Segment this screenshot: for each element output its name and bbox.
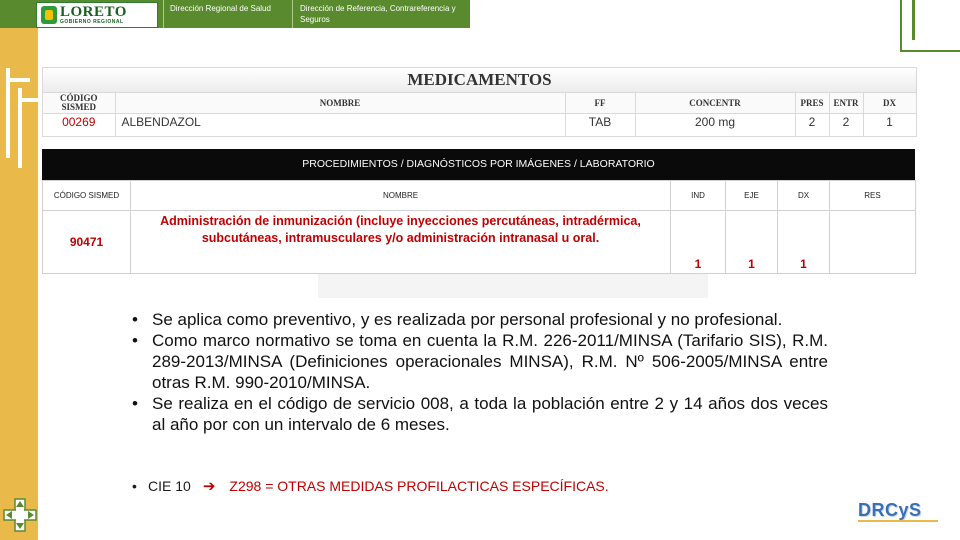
procedures-table (42, 149, 915, 274)
procedure-eje: 1 (726, 211, 778, 274)
column-header: RES (830, 181, 916, 211)
column-header: DX (863, 93, 916, 114)
cie-code-line (132, 477, 609, 495)
table-row (43, 211, 916, 274)
regional-emblem-icon (41, 6, 57, 24)
column-header: FF (565, 93, 635, 114)
medications-table (42, 67, 917, 137)
cie-label: CIE 10 (148, 478, 191, 494)
column-header: EJE (726, 181, 778, 211)
column-header: IND (671, 181, 726, 211)
column-header: NOMBRE (131, 181, 671, 211)
header-divider (292, 0, 293, 28)
medications-title: MEDICAMENTOS (43, 68, 916, 93)
side-decoration-bar (0, 28, 38, 540)
column-header: DX (778, 181, 830, 211)
header-text-referral-directorate: Dirección de Referencia, Contrareferencia y Seguros (300, 4, 456, 24)
notes-list (132, 309, 828, 435)
bullet-marker: • (132, 478, 137, 494)
medication-name: ALBENDAZOL (115, 114, 565, 137)
header-bar (0, 0, 470, 28)
loreto-logo (36, 2, 158, 28)
procedure-ind: 1 (671, 211, 726, 274)
drcys-logo: DRCyS (858, 500, 922, 520)
column-header: CÓDIGO SISMED (43, 181, 131, 211)
decorative-line (858, 520, 938, 522)
header-text-health-directorate: Dirección Regional de Salud (170, 4, 271, 13)
logo-subtitle: GOBIERNO REGIONAL (60, 19, 124, 25)
list-item: • Como marco normativo se toma en cuenta la R.M. 226-2011/MINSA (Tarifario SIS), R.M. 289-2013/MINSA (Definiciones operacionales MINSA), R.M. Nº 506-2005/MINSA entre otras R.M. 990-2010/MINSA. (132, 330, 828, 393)
procedure-res (830, 211, 916, 274)
cie-code-description: Z298 = OTRAS MEDIDAS PROFILACTICAS ESPECÍFICAS. (229, 478, 609, 494)
column-header: CÓDIGO SISMED (43, 93, 115, 114)
column-header: CONCENTR (635, 93, 795, 114)
decorative-line (6, 78, 30, 82)
sismed-code: 00269 (43, 114, 115, 137)
table-header-row (43, 93, 916, 114)
header-divider (163, 0, 164, 28)
concentration: 200 mg (635, 114, 795, 137)
pharmaceutical-form: TAB (565, 114, 635, 137)
decorative-line (18, 98, 38, 102)
column-header: ENTR (829, 93, 863, 114)
table-row (43, 114, 916, 137)
procedure-name: Administración de inmunización (incluye inyecciones percutáneas, intradérmica, subcutáneas, intramusculares y/o administración intranasal u oral. (131, 211, 671, 274)
column-header: PRES (795, 93, 829, 114)
delivery: 2 (829, 114, 863, 137)
procedure-code: 90471 (43, 211, 131, 274)
table-header-row (43, 181, 916, 211)
procedure-dx: 1 (778, 211, 830, 274)
corner-decoration (900, 0, 960, 52)
diagnosis: 1 (863, 114, 916, 137)
logo-title: LORETO (60, 4, 127, 20)
presentation: 2 (795, 114, 829, 137)
right-arrow-icon: ➔ (202, 478, 216, 495)
list-item: • Se realiza en el código de servicio 008, a toda la población entre 2 y 14 años dos veces al año por con un intervalo de 6 meses. (132, 393, 828, 435)
navigation-cross-icon[interactable] (2, 497, 38, 533)
column-header: NOMBRE (115, 93, 565, 114)
list-item: • Se aplica como preventivo, y es realizada por personal profesional y no profesional. (132, 309, 828, 330)
procedures-title: PROCEDIMIENTOS / DIAGNÓSTICOS POR IMÁGENES / LABORATORIO (42, 149, 915, 180)
